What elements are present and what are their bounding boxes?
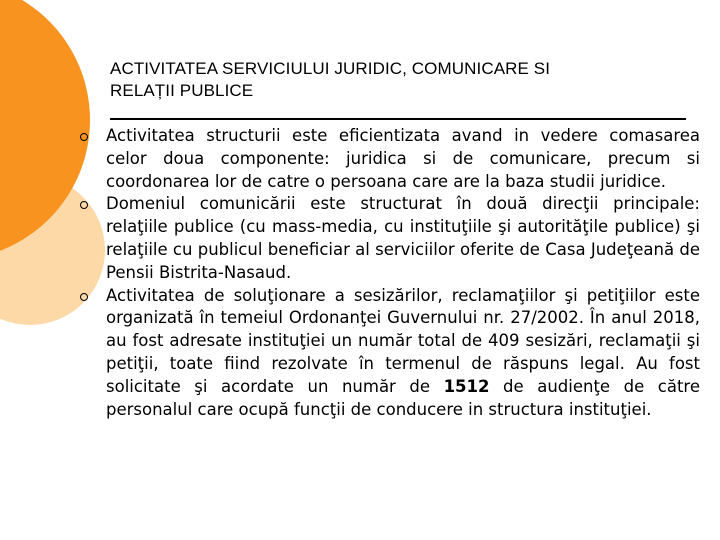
bullet-circle-icon <box>80 201 88 209</box>
bullet-item-communication <box>78 193 700 284</box>
bullet-text: Activitatea structurii este eficientizata avand in vedere comasarea celor doua componente: juridica si de comunicare, precum si coordonarea lor de catre o persoana care are la baza studii juridice. <box>106 126 700 191</box>
bullet-item-petitions <box>78 285 700 422</box>
title-underline <box>110 118 686 120</box>
slide-title <box>110 58 670 102</box>
bullet-circle-icon <box>80 293 88 301</box>
bullet-list <box>78 125 700 421</box>
slide-title-line-1: ACTIVITATEA SERVICIULUI JURIDIC, COMUNICARE SI <box>110 59 551 78</box>
slide-title-line-2: RELAȚII PUBLICE <box>110 81 254 100</box>
bullet-circle-icon <box>80 133 88 141</box>
bullet-text-after: de audienţe de către personalul care ocupă funcţii de conducere in structura instituţiei. <box>106 376 700 419</box>
bullet-text: Domeniul comunicării este structurat în două direcţii principale: relaţiile publice (cu mass-media, cu instituţiile şi autorităţile publice) şi relaţiile cu publicul beneficiar al serviciilor oferite de Casa Judeţeană de Pensii Bistrita-Nasaud. <box>106 194 700 282</box>
bullet-item-structure <box>78 125 700 193</box>
audiences-count: 1512 <box>443 376 490 396</box>
bullet-text-before: Activitatea de soluţionare a sesizărilor, reclamaţiilor şi petiţiilor este organizată în temeiul Ordonanţei Guvernului nr. 27/2002. În anul 2018, au fost adresate instituţiei un număr total de 409 sesizări, reclamaţii şi petiţii, toate fiind rezolvate în termenul de răspuns legal. Au fost solicitate şi acordate un număr de <box>106 285 700 396</box>
